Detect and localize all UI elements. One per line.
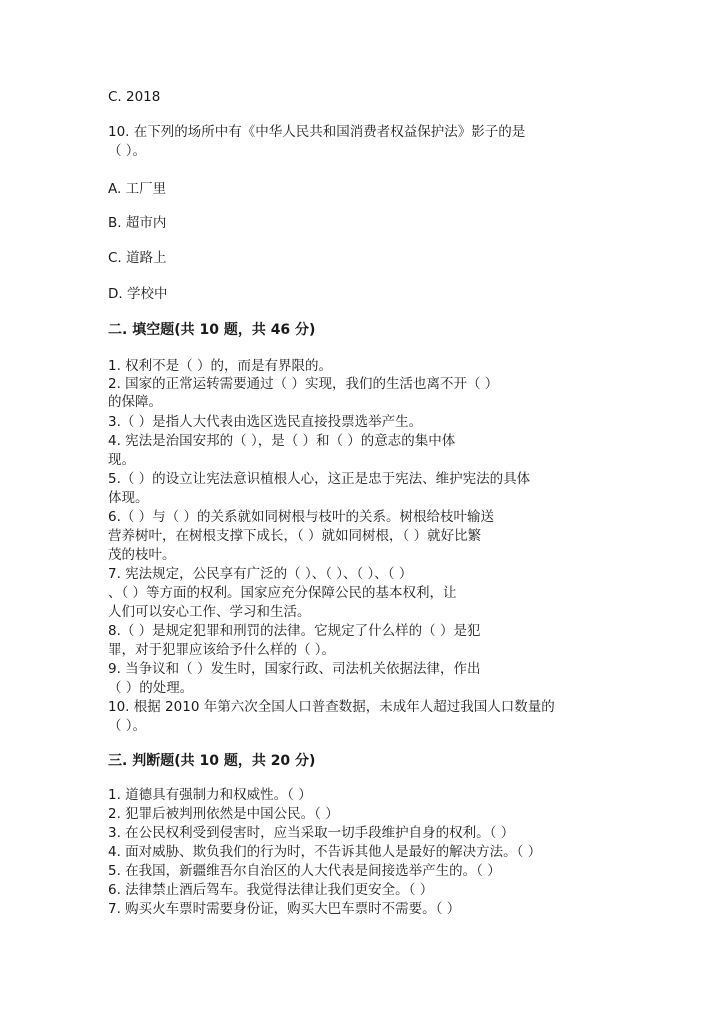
fill-line: 6.（ ）与（ ）的关系就如同树根与枝叶的关系。树根给枝叶输送 — [108, 509, 494, 525]
q10-stem: 10. 在下列的场所中有《中华人民共和国消费者权益保护法》影子的是 — [108, 124, 526, 140]
fill-line: 4. 宪法是治国安邦的（ ），是（ ）和（ ）的意志的集中体 — [108, 433, 456, 449]
q10-option-a: A. 工厂里 — [108, 181, 167, 197]
q10-stem-blank: （ ）。 — [108, 143, 147, 159]
fill-line: 罪，对于犯罪应该给予什么样的（ ）。 — [108, 642, 336, 658]
judge-line: 1. 道德具有强制力和权威性。（ ） — [108, 787, 312, 803]
judge-line: 3. 在公民权利受到侵害时，应当采取一切手段维护自身的权利。（ ） — [108, 825, 515, 841]
fill-line: 营养树叶，在树根支撑下成长，（ ）就如同树根，（ ）就好比繁 — [108, 528, 482, 544]
judge-line: 4. 面对威胁、欺负我们的行为时，不告诉其他人是最好的解决方法。（ ） — [108, 844, 542, 860]
fill-line: 的保障。 — [108, 394, 162, 410]
judge-line: 7. 购买火车票时需要身份证，购买大巴车票时不需要。（ ） — [108, 901, 461, 917]
fill-line: 茂的枝叶。 — [108, 547, 176, 563]
section3-title: 三. 判断题(共 10 题，共 20 分) — [108, 753, 316, 769]
section2-title: 二. 填空题(共 10 题，共 46 分) — [108, 322, 316, 338]
fill-line: 8.（ ）是规定犯罪和刑罚的法律。它规定了什么样的（ ）是犯 — [108, 623, 481, 639]
fill-line: （ ）。 — [108, 718, 147, 734]
fill-line: 9. 当争议和（ ）发生时，国家行政、司法机关依据法律，作出 — [108, 661, 481, 677]
fill-line: 5.（ ）的设立让宪法意识植根人心，这正是忠于宪法、维护宪法的具体 — [108, 471, 531, 487]
fill-line: 10. 根据 2010 年第六次全国人口普查数据，未成年人超过我国人口数量的 — [108, 699, 555, 715]
fill-line: 7. 宪法规定，公民享有广泛的（ ）、（ ）、（ ）、（ ） — [108, 566, 413, 582]
q10-option-c: C. 道路上 — [108, 250, 167, 266]
judge-line: 5. 在我国，新疆维吾尔自治区的人大代表是间接选举产生的。（ ） — [108, 863, 501, 879]
fill-line: 、（ ）等方面的权利。国家应充分保障公民的基本权利，让 — [108, 585, 457, 601]
fill-line: 人们可以安心工作、学习和生活。 — [108, 604, 311, 620]
fill-line: 3.（ ）是指人大代表由选区选民直接投票选举产生。 — [108, 414, 423, 430]
fill-line: 2. 国家的正常运转需要通过（ ）实现，我们的生活也离不开（ ） — [108, 376, 499, 392]
fill-line: 体现。 — [108, 490, 149, 506]
fill-line: 1. 权利不是（ ）的，而是有界限的。 — [108, 358, 332, 374]
q10-option-d: D. 学校中 — [108, 286, 168, 302]
q10-option-b: B. 超市内 — [108, 215, 167, 231]
judge-line: 6. 法律禁止酒后驾车。我觉得法律让我们更安全。（ ） — [108, 882, 434, 898]
fill-line: 现。 — [108, 452, 135, 468]
judge-line: 2. 犯罪后被判刑依然是中国公民。（ ） — [108, 806, 339, 822]
q9-option-c: C. 2018 — [108, 89, 161, 105]
fill-line: （ ）的处理。 — [108, 680, 194, 696]
